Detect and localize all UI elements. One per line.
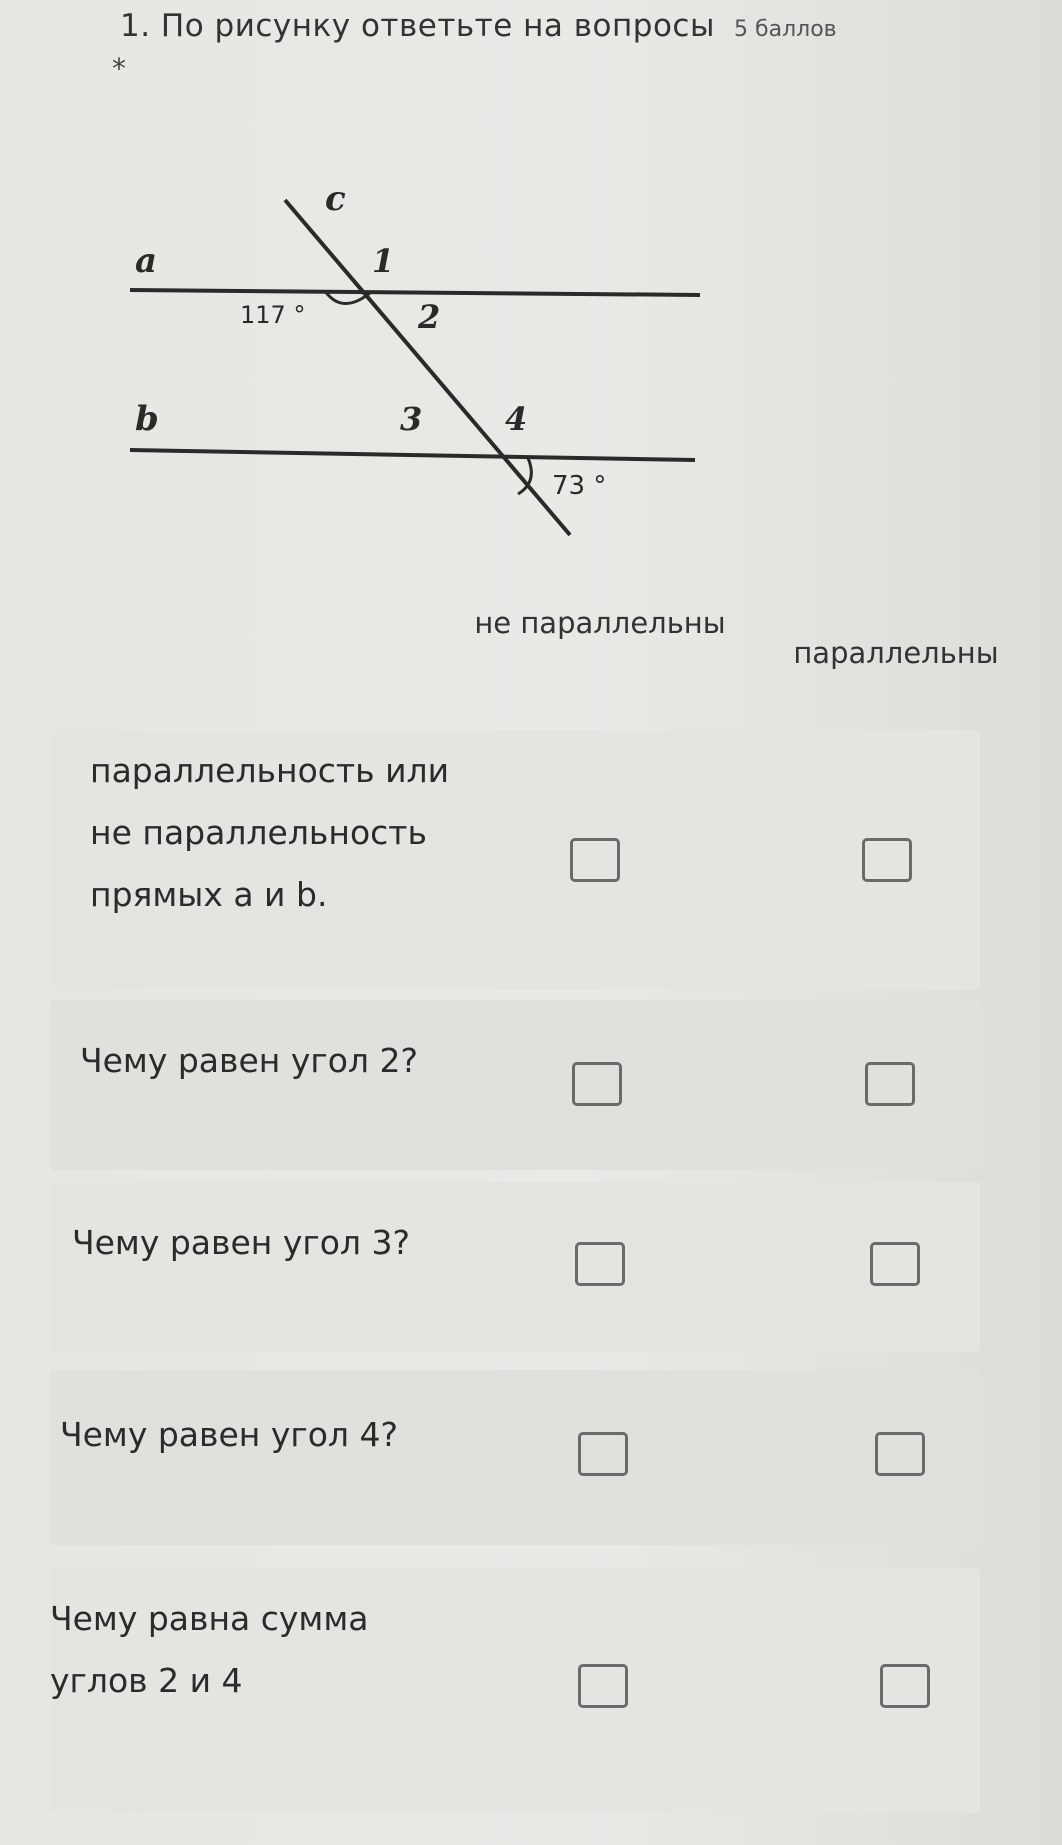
- label-line-b: b: [135, 399, 159, 439]
- line-b: [130, 450, 695, 460]
- checkbox-row2-not-parallel[interactable]: [572, 1062, 622, 1106]
- row-label: Чему равен угол 3?: [72, 1223, 410, 1262]
- question-header: [120, 8, 1020, 68]
- question-points: 5 баллов: [734, 17, 837, 42]
- grid-row-1: [50, 730, 980, 990]
- checkbox-row4-not-parallel[interactable]: [578, 1432, 628, 1476]
- parallel-lines-diagram: [120, 180, 720, 550]
- row-label: Чему равен угол 2?: [80, 1041, 418, 1080]
- column-header-parallel: параллельны: [793, 636, 999, 670]
- required-mark: *: [112, 52, 126, 85]
- checkbox-row2-parallel[interactable]: [865, 1062, 915, 1106]
- angle-value-117: 117 °: [240, 301, 306, 329]
- question-title: 1. По рисунку ответьте на вопросы: [120, 8, 715, 44]
- angle-label-1: 1: [372, 242, 395, 280]
- angle-value-73: 73 °: [552, 471, 607, 501]
- checkbox-row1-not-parallel[interactable]: [570, 838, 620, 882]
- grid-row-5: [50, 1568, 980, 1813]
- row-label: Чему равна сумма углов 2 и 4: [50, 1599, 369, 1700]
- checkbox-row5-parallel[interactable]: [880, 1664, 930, 1708]
- angle-label-2: 2: [418, 298, 441, 336]
- checkbox-row4-parallel[interactable]: [875, 1432, 925, 1476]
- checkbox-row5-not-parallel[interactable]: [578, 1664, 628, 1708]
- row-label: параллельность или не параллельность прямых a и b.: [90, 751, 450, 914]
- checkbox-row1-parallel[interactable]: [862, 838, 912, 882]
- angle-label-3: 3: [400, 400, 423, 438]
- grid-row-2: [50, 1000, 980, 1170]
- column-header-not-parallel: не параллельны: [474, 606, 726, 640]
- row-label: Чему равен угол 4?: [60, 1415, 398, 1454]
- checkbox-row3-parallel[interactable]: [870, 1242, 920, 1286]
- angle-label-4: 4: [505, 400, 528, 438]
- geometry-figure: [120, 180, 720, 550]
- label-line-a: a: [135, 241, 158, 281]
- label-line-c: c: [325, 180, 346, 219]
- grid-row-3: [50, 1182, 980, 1352]
- grid-row-4: [50, 1370, 980, 1545]
- line-a: [130, 290, 700, 295]
- checkbox-row3-not-parallel[interactable]: [575, 1242, 625, 1286]
